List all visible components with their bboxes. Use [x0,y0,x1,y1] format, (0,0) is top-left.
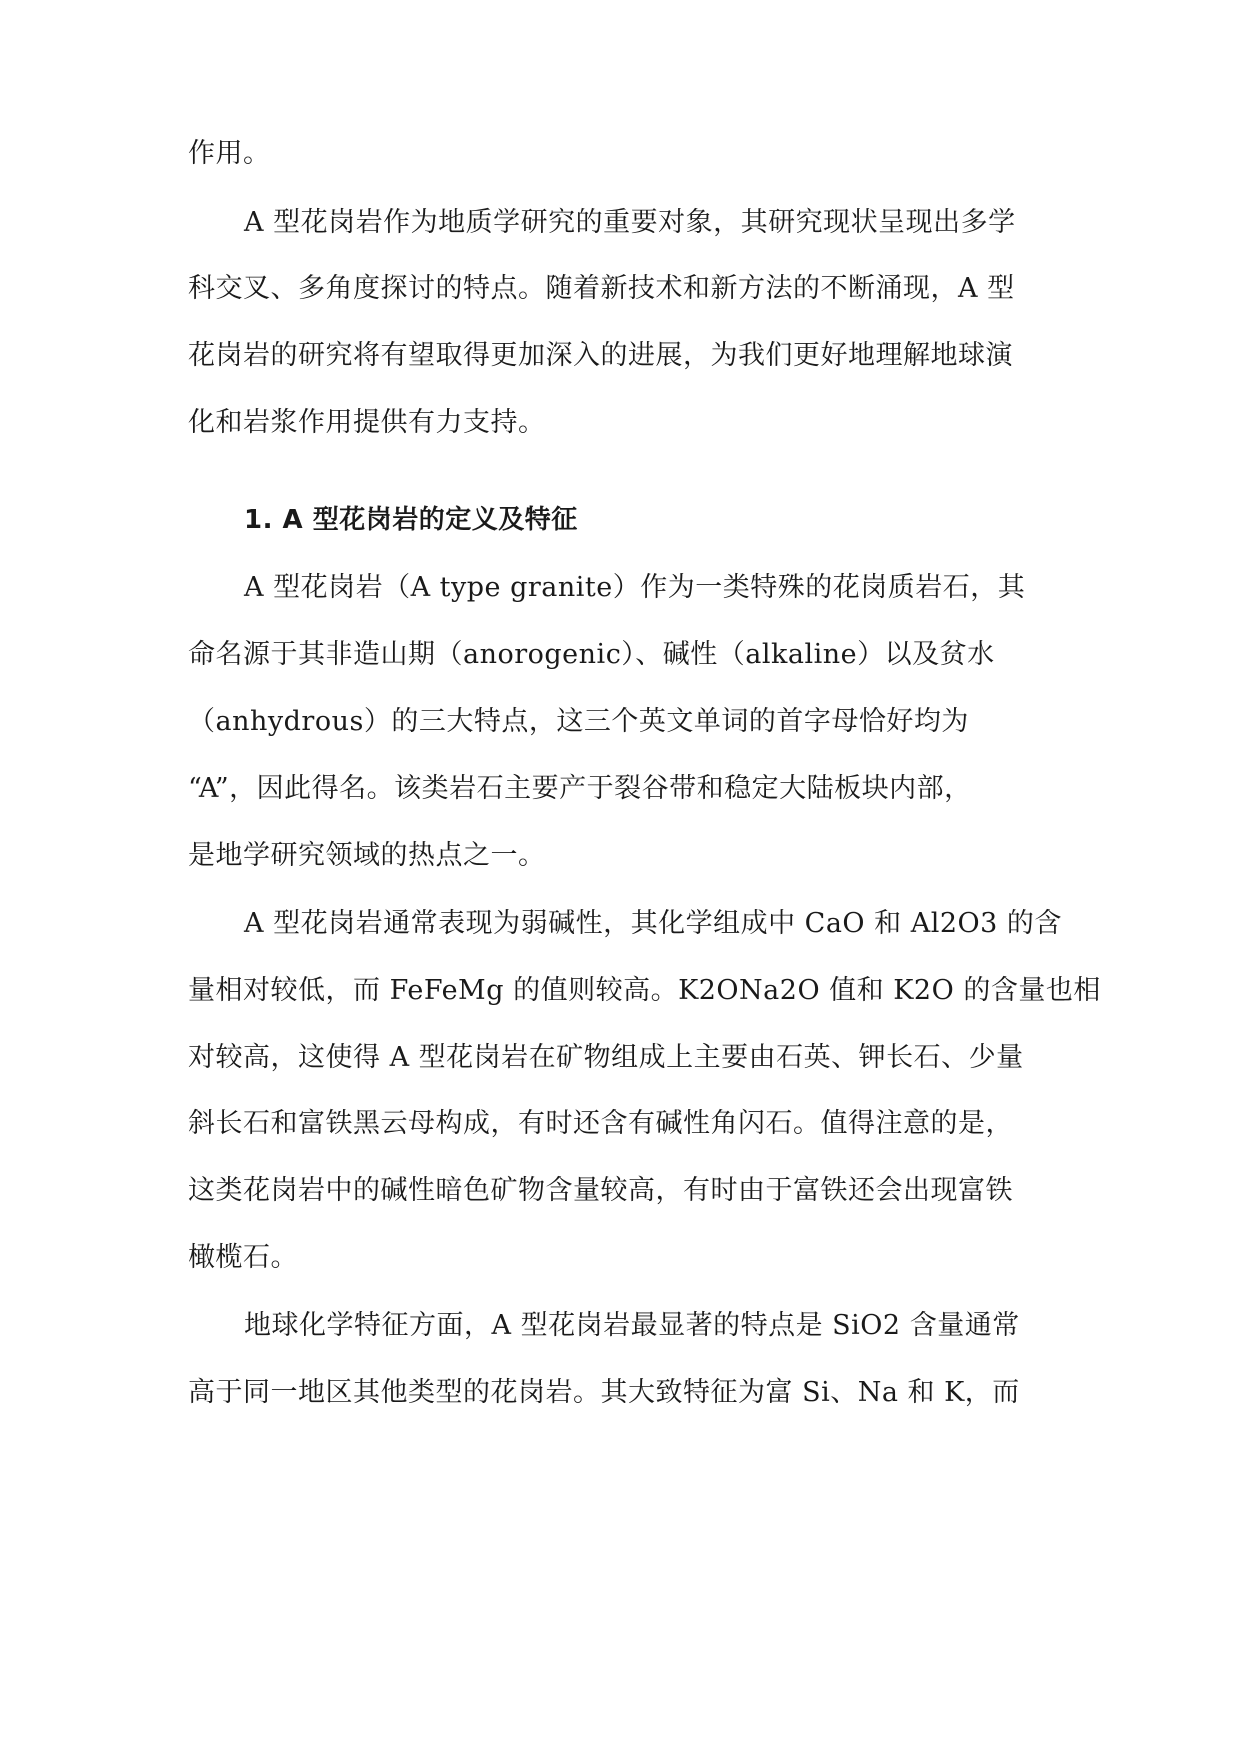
paragraph-line: 量相对较低，而 FeFeMg 的值则较高。K2ONa2O 值和 K2O 的含量也相 [188,975,1101,1006]
paragraph-line: 对较高，这使得 A 型花岗岩在矿物组成上主要由石英、钾长石、少量 [188,1042,1024,1073]
paragraph-line: 作用。 [188,138,271,169]
paragraph-line: （anhydrous）的三大特点，这三个英文单词的首字母恰好均为 [188,706,969,737]
paragraph-line: 是地学研究领域的热点之一。 [188,840,546,871]
paragraph-line: 这类花岗岩中的碱性暗色矿物含量较高，有时由于富铁还会出现富铁 [188,1175,1013,1206]
paragraph-line: 命名源于其非造山期（anorogenic）、碱性（alkaline）以及贫水 [188,639,995,670]
paragraph-line: 地球化学特征方面，A 型花岗岩最显著的特点是 SiO2 含量通常 [244,1310,1020,1341]
paragraph-line: “A”，因此得名。该类岩石主要产于裂谷带和稳定大陆板块内部， [188,773,972,804]
section-heading: 1. A 型花岗岩的定义及特征 [244,505,578,535]
paragraph-line: 化和岩浆作用提供有力支持。 [188,407,546,438]
paragraph-line: A 型花岗岩通常表现为弱碱性，其化学组成中 CaO 和 Al2O3 的含 [244,908,1062,939]
paragraph-line: 橄榄石。 [188,1242,298,1273]
paragraph-line: 高于同一地区其他类型的花岗岩。其大致特征为富 Si、Na 和 K，而 [188,1377,1020,1408]
paragraph-line: 科交叉、多角度探讨的特点。随着新技术和新方法的不断涌现，A 型 [188,273,1015,304]
paragraph-line: 斜长石和富铁黑云母构成，有时还含有碱性角闪石。值得注意的是， [188,1108,1013,1139]
paragraph-line: A 型花岗岩（A type granite）作为一类特殊的花岗质岩石，其 [244,572,1026,603]
paragraph-line: 花岗岩的研究将有望取得更加深入的进展，为我们更好地理解地球演 [188,340,1013,371]
paragraph-line: A 型花岗岩作为地质学研究的重要对象，其研究现状呈现出多学 [244,207,1016,238]
